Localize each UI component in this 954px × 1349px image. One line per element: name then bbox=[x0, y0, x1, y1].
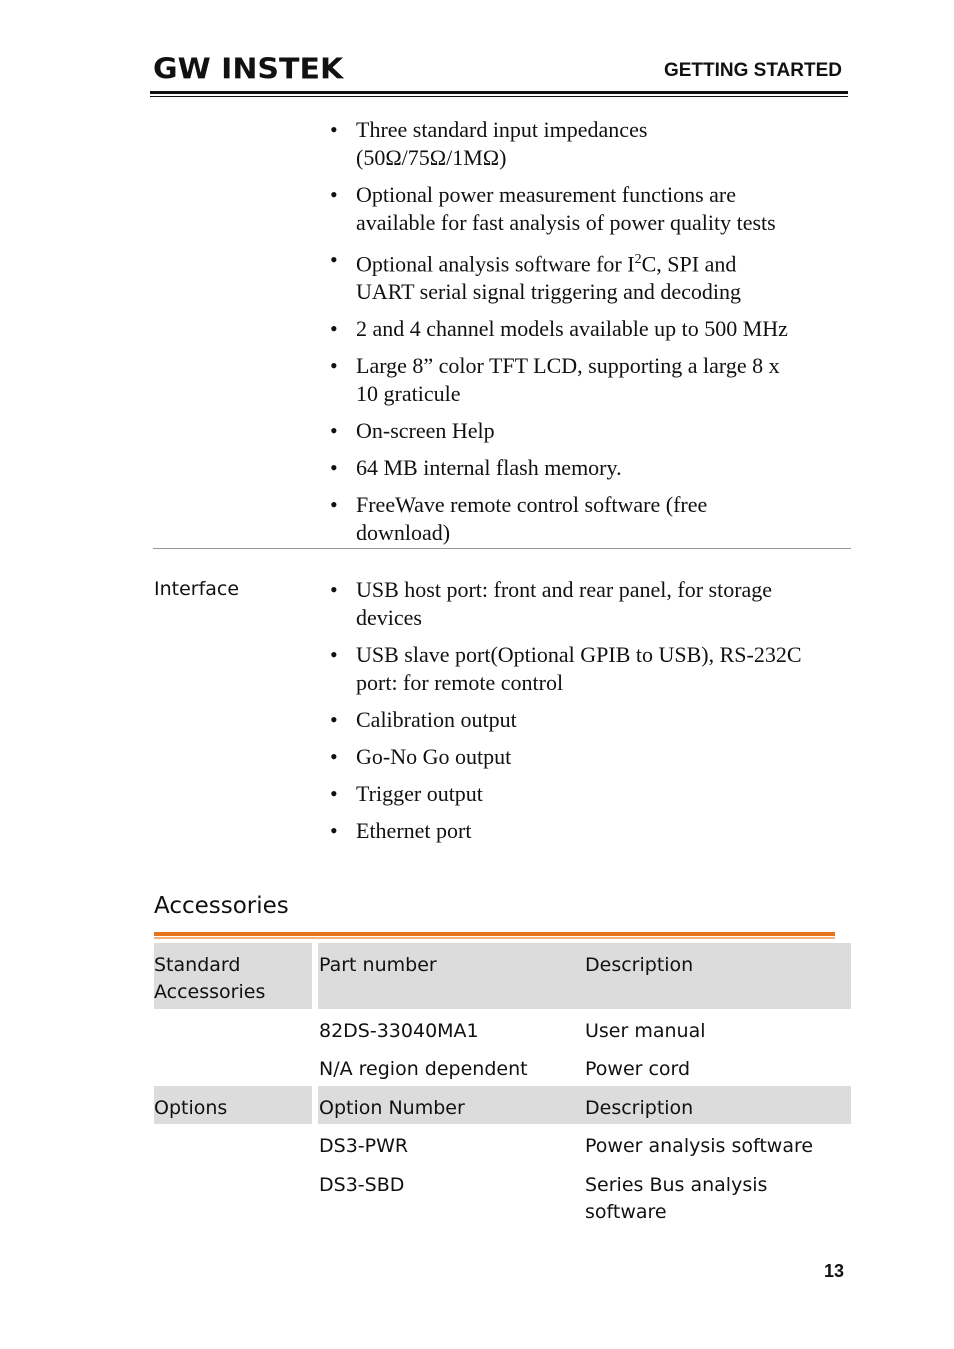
table-cell-desc: Power cord bbox=[585, 1058, 691, 1080]
table-cell-part: DS3-SBD bbox=[319, 1174, 405, 1196]
brand-logo: GW INSTEK bbox=[153, 52, 344, 87]
list-item: • Trigger output bbox=[330, 781, 483, 806]
table-header-cell: Standard Accessories bbox=[154, 954, 266, 1003]
bullet-icon: • bbox=[330, 818, 338, 843]
bullet-icon: • bbox=[330, 182, 338, 207]
row-divider bbox=[153, 548, 851, 549]
bullet-icon: • bbox=[330, 117, 338, 142]
list-item: • 2 and 4 channel models available up to 500 MHz bbox=[330, 316, 788, 342]
bullet-icon: • bbox=[330, 642, 338, 667]
list-item: • Three standard input impedances (50Ω/75Ω/1MΩ) bbox=[330, 117, 648, 170]
bullet-icon: • bbox=[330, 353, 338, 379]
interface-label: Interface bbox=[154, 578, 240, 600]
header-rule bbox=[150, 91, 848, 94]
list-item: • USB slave port(Optional GPIB to USB), RS-232C port: for remote control bbox=[330, 642, 802, 695]
accessories-heading: Accessories bbox=[154, 893, 289, 919]
section-title: GETTING STARTED bbox=[663, 60, 842, 81]
table-header-cell: Description bbox=[585, 954, 694, 976]
list-item: • Optional analysis software for $I^2C$, SPI and UART serial signal triggering and decoding bbox=[330, 247, 742, 305]
table-cell-desc: User manual bbox=[585, 1020, 706, 1042]
options-header-bg bbox=[154, 1086, 851, 1124]
list-item: • FreeWave remote control software (free download) bbox=[330, 492, 708, 546]
bullet-icon: • bbox=[330, 492, 338, 518]
interface-list bbox=[330, 576, 850, 854]
bullet-icon: • bbox=[330, 781, 338, 806]
bullet-icon: • bbox=[330, 744, 338, 769]
page-number: 13 bbox=[823, 1261, 844, 1281]
header-rule-thin bbox=[150, 96, 848, 97]
bullet-icon: • bbox=[330, 418, 338, 444]
table-header-cell: Options bbox=[154, 1097, 228, 1119]
list-item: • Go-No Go output bbox=[330, 744, 512, 769]
list-item: • Large 8” color TFT LCD, supporting a large 8 x 10 graticule bbox=[330, 353, 780, 407]
bullet-icon: • bbox=[330, 707, 338, 732]
table-header-cell: Part number bbox=[319, 954, 437, 976]
bullet-icon: • bbox=[330, 316, 338, 342]
bullet-icon: • bbox=[330, 455, 338, 481]
bullet-icon: • bbox=[330, 577, 338, 602]
list-item: • 64 MB internal flash memory. bbox=[330, 455, 622, 481]
table-cell-part: DS3-PWR bbox=[319, 1135, 409, 1157]
list-item: • USB host port: front and rear panel, for storage devices bbox=[330, 577, 773, 630]
table-header-cell: Option Number bbox=[319, 1097, 465, 1119]
list-item: • Optional power measurement functions are available for fast analysis of power quality tests bbox=[330, 182, 776, 235]
list-item: • Ethernet port bbox=[330, 818, 472, 843]
table-cell-desc: Series Bus analysis software bbox=[585, 1174, 768, 1223]
table-header-cell: Description bbox=[585, 1097, 694, 1119]
table-cell-desc: Power analysis software bbox=[585, 1135, 814, 1157]
feature-list bbox=[330, 116, 850, 556]
bullet-icon: • bbox=[330, 247, 338, 272]
table-cell-part: 82DS-33040MA1 bbox=[319, 1020, 479, 1042]
heading-rule bbox=[154, 932, 835, 936]
table-cell-part: N/A region dependent bbox=[319, 1058, 528, 1080]
heading-rule-light bbox=[154, 937, 835, 939]
list-item: • Calibration output bbox=[330, 707, 517, 732]
list-item: • On-screen Help bbox=[330, 418, 495, 444]
